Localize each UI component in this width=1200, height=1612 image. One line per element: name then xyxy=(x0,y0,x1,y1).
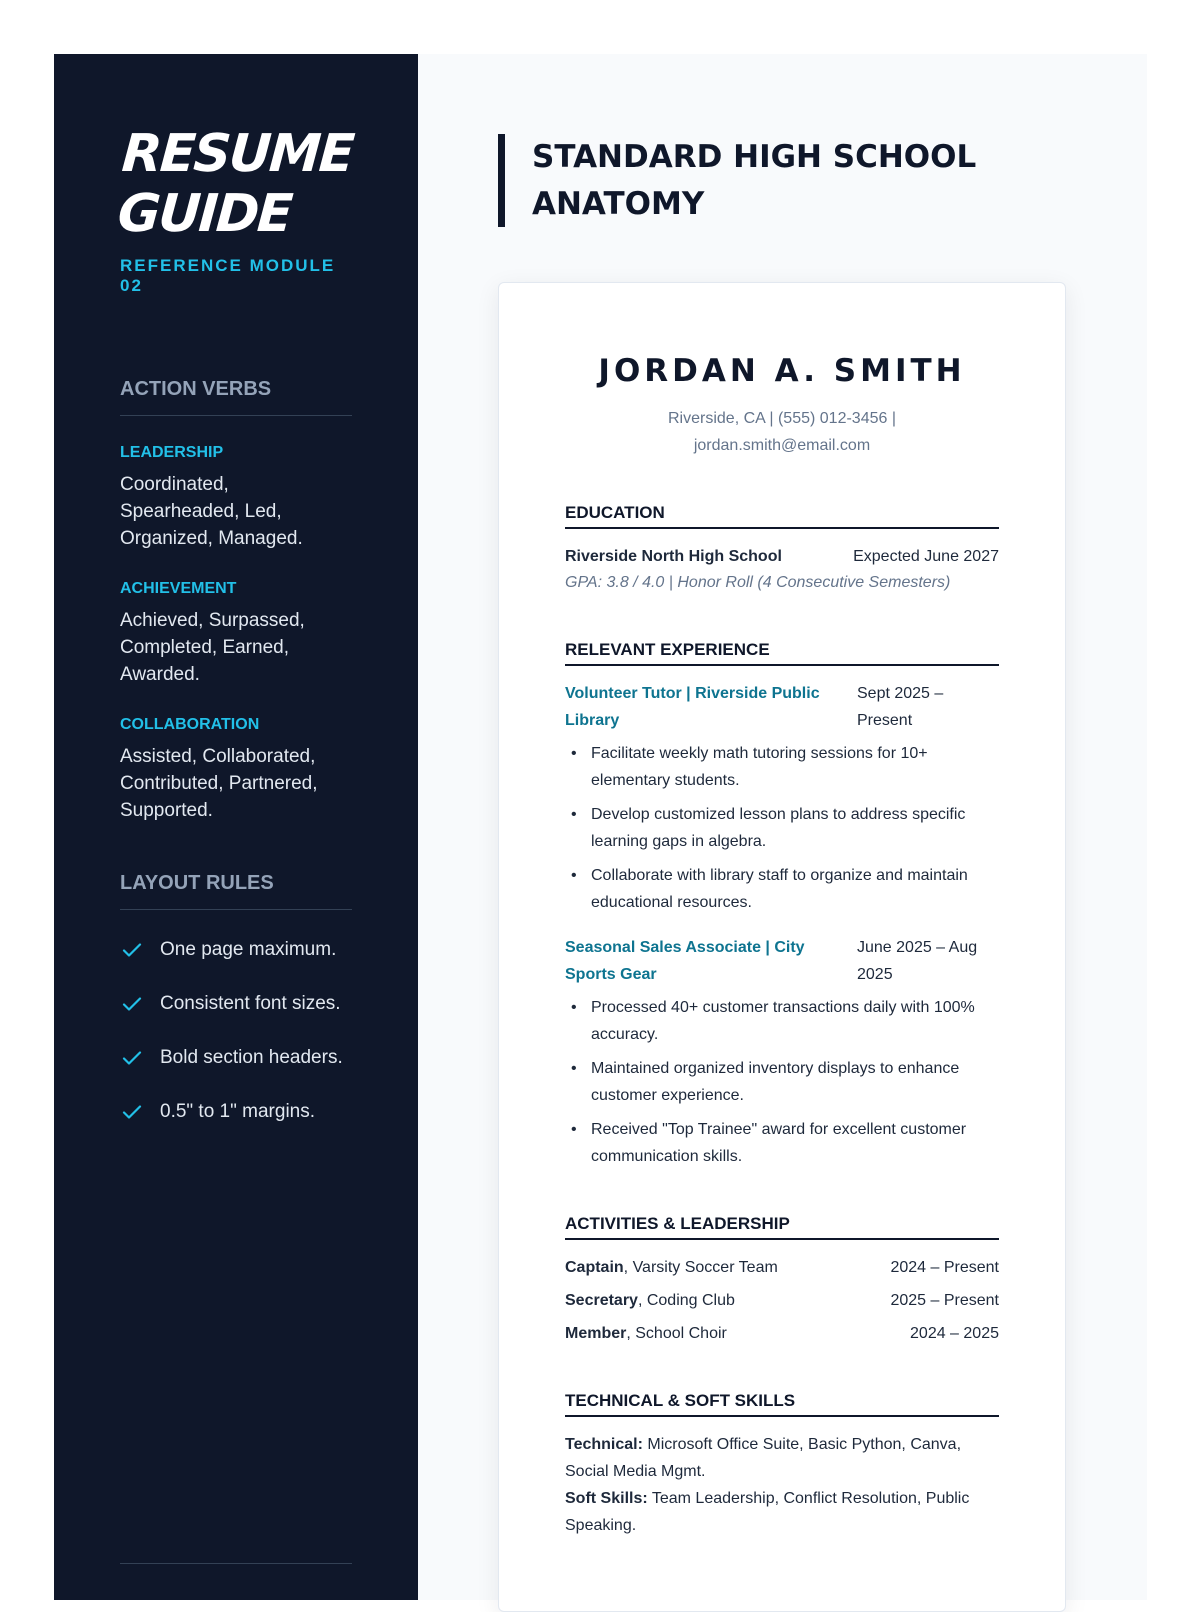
skills-section xyxy=(565,1391,999,1539)
resume-sample xyxy=(498,282,1066,1612)
education-detail: GPA: 3.8 / 4.0 | Honor Roll (4 Consecutive Semesters) xyxy=(565,574,951,591)
activities-section xyxy=(565,1214,999,1347)
resume-contact xyxy=(642,405,922,459)
main-content xyxy=(418,54,1147,1600)
brand-title-line2: GUIDE xyxy=(115,184,293,244)
section-heading: ACTIVITIES & LEADERSHIP xyxy=(565,1214,999,1240)
technical-label: Technical: xyxy=(565,1436,643,1453)
rule-text: One page maximum. xyxy=(160,939,337,960)
activity-org: , Varsity Soccer Team xyxy=(623,1259,778,1276)
verb-group-label: COLLABORATION xyxy=(120,716,260,733)
rule-item xyxy=(120,1044,352,1078)
layout-rules-list xyxy=(120,936,352,1132)
soft-text: Team Leadership, Conflict Resolution, Public Speaking. xyxy=(565,1490,970,1534)
job-bullets xyxy=(565,740,999,916)
brand-title xyxy=(116,124,356,244)
activity-row xyxy=(565,1287,999,1314)
activity-role: Member xyxy=(565,1325,627,1342)
rule-item xyxy=(120,1098,352,1132)
job-bullet: • Maintained organized inventory displays to enhance customer experience. xyxy=(565,1055,999,1109)
check-icon xyxy=(120,1098,160,1132)
verb-group-label: ACHIEVEMENT xyxy=(120,580,237,597)
job-date: Sept 2025 – Present xyxy=(857,685,944,729)
activity-org: , Coding Club xyxy=(637,1292,735,1309)
activity-date: 2024 – Present xyxy=(890,1259,999,1276)
verb-group-achievement xyxy=(120,580,352,688)
verb-group-text: Assisted, Collaborated, Contributed, Partnered, Supported. xyxy=(120,746,318,821)
layout-rules-heading: LAYOUT RULES xyxy=(120,872,352,910)
section-heading: EDUCATION xyxy=(565,503,999,529)
activity-org: , School Choir xyxy=(626,1325,727,1342)
job-bullets xyxy=(565,994,999,1170)
verb-group-text: Coordinated, Spearheaded, Led, Organized, Managed. xyxy=(120,474,303,549)
check-icon xyxy=(120,936,160,970)
technical-skills xyxy=(565,1431,999,1485)
section-heading: TECHNICAL & SOFT SKILLS xyxy=(565,1391,999,1417)
rule-item xyxy=(120,990,352,1024)
resume-name: JORDAN A. SMITH xyxy=(598,353,966,389)
job-header xyxy=(565,680,999,734)
verb-group-collaboration xyxy=(120,716,352,824)
job-date: June 2025 – Aug 2025 xyxy=(857,939,978,983)
contact-line: Riverside, CA | (555) 012-3456 | xyxy=(668,410,896,427)
job-bullet: • Received "Top Trainee" award for excellent customer communication skills. xyxy=(565,1116,999,1170)
technical-text: Microsoft Office Suite, Basic Python, Canva, Social Media Mgmt. xyxy=(565,1436,962,1480)
sidebar-divider xyxy=(120,1563,352,1564)
sidebar xyxy=(54,54,418,1600)
check-icon xyxy=(120,1044,160,1078)
verb-group-leadership xyxy=(120,444,352,552)
activity-date: 2025 – Present xyxy=(890,1292,999,1309)
contact-email: jordan.smith@email.com xyxy=(693,437,871,454)
job-header xyxy=(565,934,999,988)
rule-text: Consistent font sizes. xyxy=(160,993,341,1014)
rule-item xyxy=(120,936,352,970)
activity-role: Captain xyxy=(565,1259,624,1276)
school-name: Riverside North High School xyxy=(565,548,782,565)
rule-text: Bold section headers. xyxy=(160,1047,343,1068)
section-heading: RELEVANT EXPERIENCE xyxy=(565,640,999,666)
rule-text: 0.5" to 1" margins. xyxy=(160,1101,316,1122)
guide-page xyxy=(54,54,1147,1600)
education-row xyxy=(565,543,999,570)
soft-label: Soft Skills: xyxy=(565,1490,648,1507)
verb-group-text: Achieved, Surpassed, Completed, Earned, Awarded. xyxy=(120,610,305,685)
brand-subtitle: REFERENCE MODULE 02 xyxy=(120,256,336,295)
page-title xyxy=(498,134,1147,227)
education-section xyxy=(565,503,999,596)
verb-group-label: LEADERSHIP xyxy=(120,444,224,461)
job-title: Volunteer Tutor | Riverside Public Library xyxy=(565,685,820,729)
activity-row xyxy=(565,1254,999,1281)
job-title: Seasonal Sales Associate | City Sports Gear xyxy=(565,939,805,983)
job-bullet: • Facilitate weekly math tutoring sessions for 10+ elementary students. xyxy=(565,740,999,794)
soft-skills xyxy=(565,1485,999,1539)
job-bullet: • Processed 40+ customer transactions daily with 100% accuracy. xyxy=(565,994,999,1048)
check-icon xyxy=(120,990,160,1024)
job-bullet: • Develop customized lesson plans to address specific learning gaps in algebra. xyxy=(565,801,999,855)
experience-section xyxy=(565,640,999,1170)
page-title-line2: ANATOMY xyxy=(532,186,705,222)
skills-list xyxy=(565,1431,999,1539)
job-bullet: • Collaborate with library staff to organize and maintain educational resources. xyxy=(565,862,999,916)
page-title-line1: STANDARD HIGH SCHOOL xyxy=(532,139,977,175)
brand-title-line1: RESUME xyxy=(120,124,355,184)
education-date: Expected June 2027 xyxy=(853,548,999,565)
action-verbs-heading: ACTION VERBS xyxy=(120,378,352,416)
activity-row xyxy=(565,1320,999,1347)
activity-role: Secretary xyxy=(565,1292,638,1309)
activity-date: 2024 – 2025 xyxy=(910,1325,999,1342)
activities-list xyxy=(565,1254,999,1347)
